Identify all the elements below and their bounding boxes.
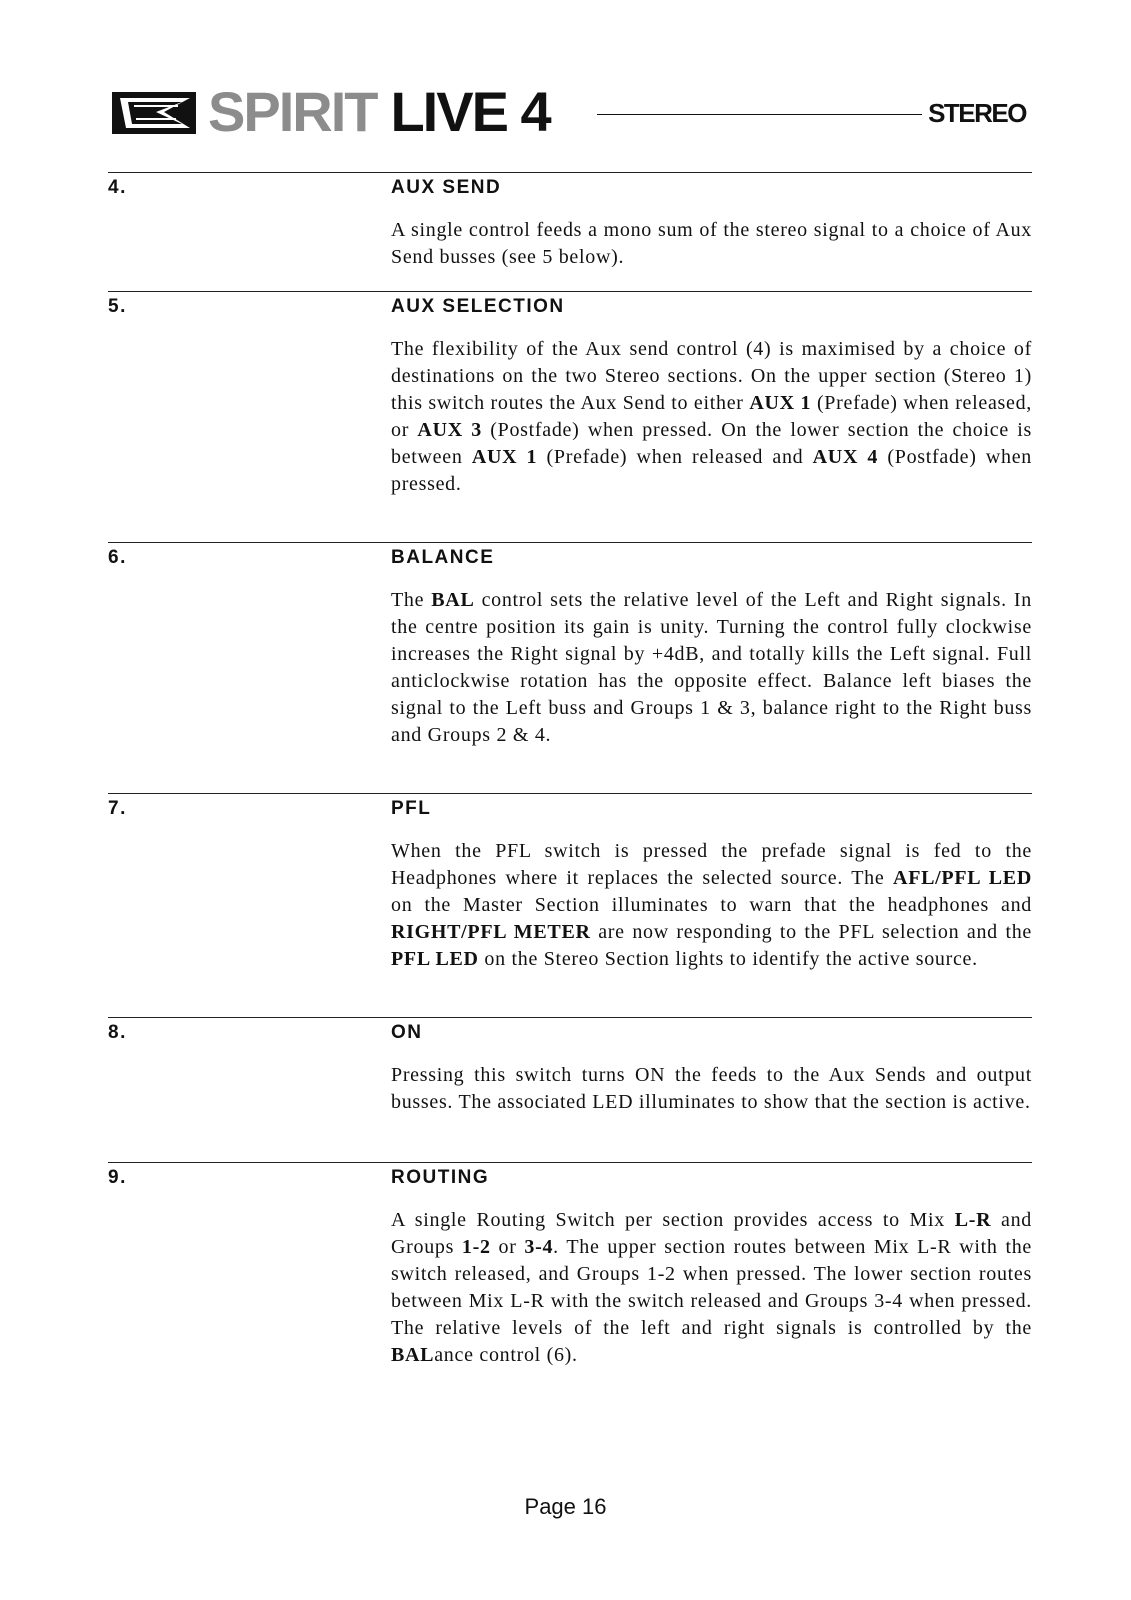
bold-term: RIGHT/PFL METER: [391, 921, 591, 943]
brand-wordmark: [208, 80, 550, 144]
body-text: A single control feeds a mono sum of the stereo signal to a choice of Aux Send busses (see 5 below).: [391, 219, 1032, 268]
brand-live: LIVE 4: [390, 80, 550, 143]
section-title: ON: [391, 1022, 423, 1043]
body-text: The flexibility of the Aux send control (4) is maximised by a choice of destinations on the two Stereo sections. On the upper section (Stereo 1) this switch routes the Aux Send to either: [391, 338, 1032, 414]
section-aux-send: [108, 172, 1032, 283]
section-number: 5.: [108, 296, 127, 317]
bold-term: 1-2: [461, 1236, 491, 1258]
body-text: on the Stereo Section lights to identify the active source.: [478, 948, 978, 970]
section-title: AUX SEND: [391, 177, 502, 198]
body-text: When the PFL switch is pressed the prefade signal is fed to the Headphones where it replaces the selected source. The: [391, 840, 1032, 889]
bold-term: L-R: [954, 1209, 992, 1231]
page-number: Page 16: [524, 1494, 607, 1519]
body-text: control sets the relative level of the Left and Right signals. In the centre position its gain is unity. Turning the control fully clockwise increases the Right signal by +4dB, and totally kills the Left signal. Full anticlockwise rotation has the opposite effect. Balance left biases the signal to the Left buss and Groups 1 & 3, balance right to the Right buss and Groups 2 & 4.: [391, 589, 1032, 746]
section-number: 6.: [108, 547, 127, 568]
section-body: [391, 1062, 1032, 1116]
section-balance: [108, 542, 1032, 783]
header-rule: [597, 114, 922, 115]
section-body: [391, 336, 1032, 498]
body-text: on the Master Section illuminates to warn that the headphones and: [391, 894, 1032, 916]
bold-term: AFL/PFL LED: [893, 867, 1032, 889]
section-number: 9.: [108, 1167, 127, 1188]
section-body: [391, 1207, 1032, 1369]
bold-term: AUX 3: [417, 419, 482, 441]
bold-term: AUX 4: [812, 446, 879, 468]
section-routing: [108, 1162, 1032, 1403]
section-number: 4.: [108, 177, 127, 198]
section-body: [391, 587, 1032, 749]
section-title: BALANCE: [391, 547, 495, 568]
section-title: PFL: [391, 798, 432, 819]
body-text: (Postfade) when pressed.: [391, 446, 1033, 495]
body-text: The: [391, 589, 432, 611]
section-on: [108, 1017, 1032, 1153]
body-text: (Prefade) when released, or: [391, 392, 1033, 441]
section-pfl: [108, 793, 1032, 1008]
section-number: 8.: [108, 1022, 127, 1043]
bold-term: AUX 1: [471, 446, 538, 468]
body-text: or: [490, 1236, 525, 1258]
page-header: [112, 80, 1032, 144]
section-aux-selection: [108, 291, 1032, 532]
body-text: ance control (6).: [434, 1344, 578, 1366]
body-text: (Postfade) when pressed. On the lower section the choice is between: [391, 419, 1032, 468]
body-text: A single Routing Switch per section provides access to Mix: [391, 1209, 955, 1231]
bold-term: AUX 1: [749, 392, 812, 414]
section-number: 7.: [108, 798, 127, 819]
section-body: [391, 838, 1032, 973]
spirit-logo-icon: [112, 92, 196, 134]
body-text: . The upper section routes between Mix L-R with the switch released, and Groups 1-2 when pressed. The lower section routes between Mix L-R with the switch released and Groups 3-4 when pressed. The relative levels of the left and right signals is controlled by the: [391, 1236, 1032, 1339]
section-body: [391, 217, 1032, 271]
bold-term: BAL: [391, 1344, 435, 1366]
body-text: Pressing this switch turns ON the feeds to the Aux Sends and output busses. The associated LED illuminates to show that the section is active.: [391, 1064, 1032, 1113]
header-section-label: STEREO: [928, 98, 1026, 128]
bold-term: PFL LED: [391, 948, 479, 970]
body-text: (Prefade) when released and: [537, 446, 813, 468]
bold-term: BAL: [431, 589, 475, 611]
brand-spirit: SPIRIT: [208, 80, 377, 143]
bold-term: 3-4: [524, 1236, 554, 1258]
section-title: ROUTING: [391, 1167, 490, 1188]
body-text: are now responding to the PFL selection and the: [590, 921, 1032, 943]
section-title: AUX SELECTION: [391, 296, 565, 317]
body-text: and Groups: [391, 1209, 1032, 1258]
